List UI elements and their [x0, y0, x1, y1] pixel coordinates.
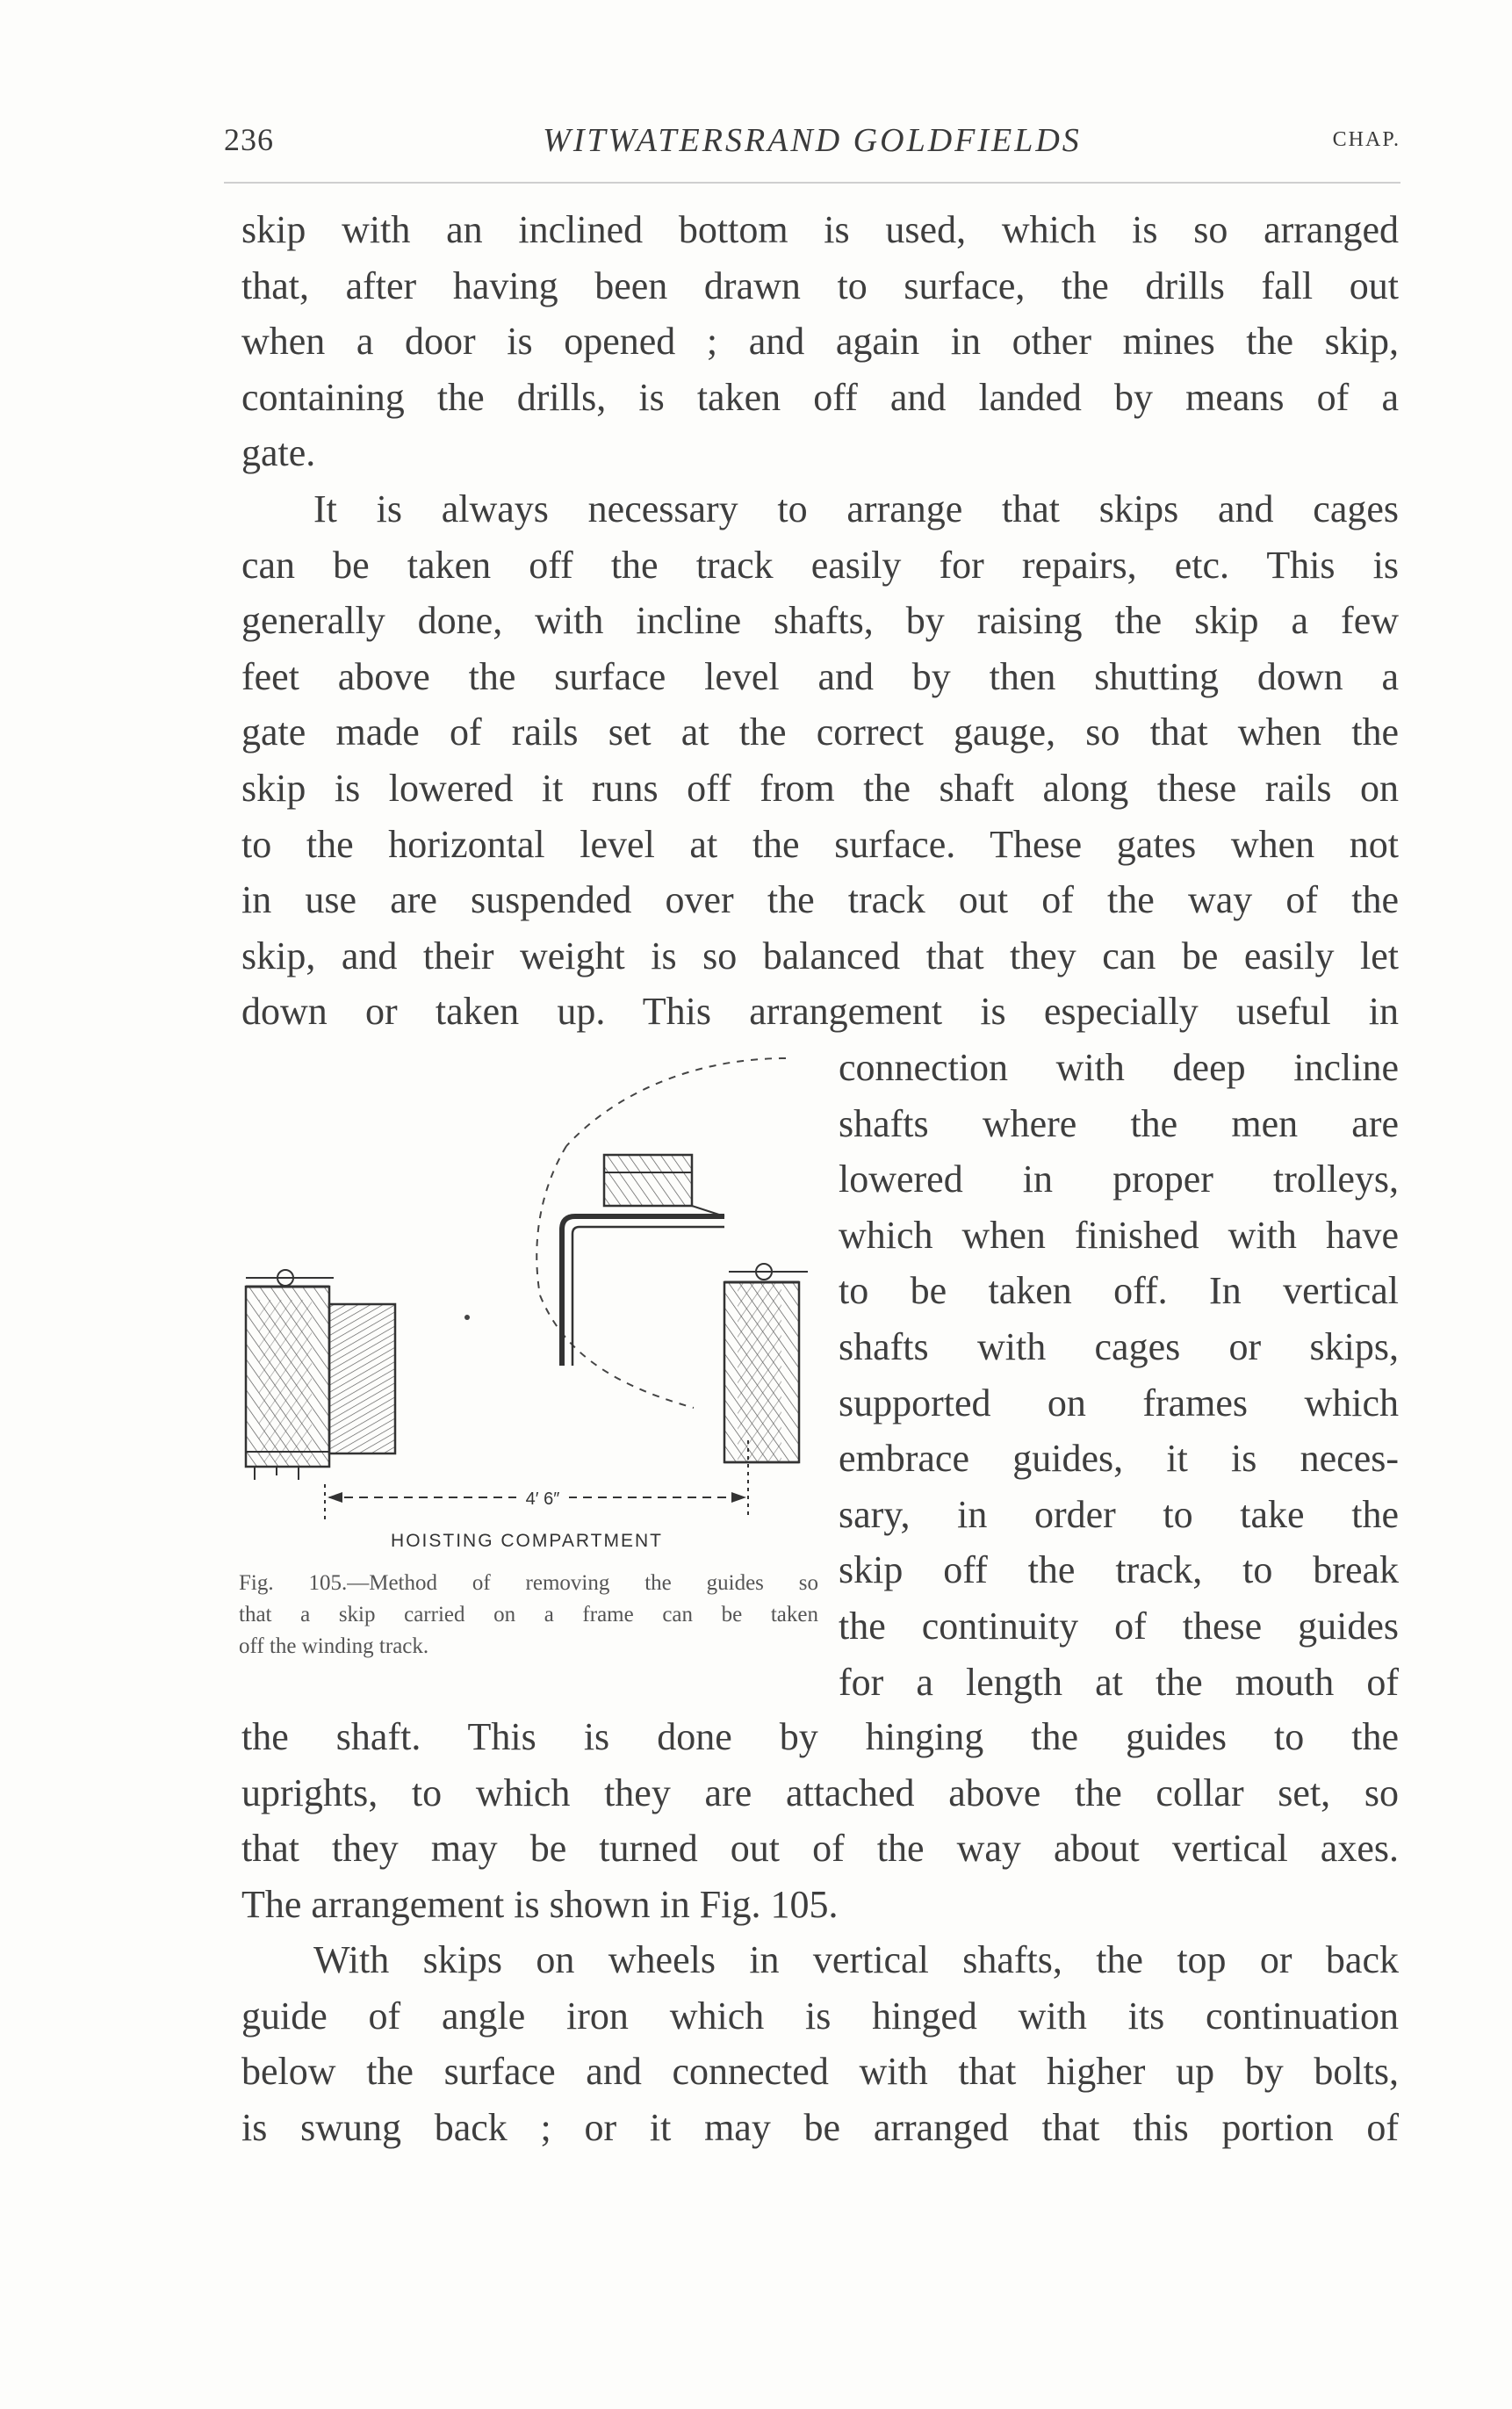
text-line: below the surface and connected with that higher up by bolts, — [241, 2050, 1399, 2094]
text-line: lowered in proper trolleys, — [839, 1158, 1399, 1201]
text-line: skip with an inclined bottom is used, which is so arranged — [241, 208, 1399, 251]
text-line: containing the drills, is taken off and landed by means of a — [241, 375, 1399, 419]
text-line: which when finished with have — [839, 1213, 1399, 1257]
running-header — [224, 121, 1400, 165]
caption-line: Fig. 105.—Method of removing the guides so — [239, 1571, 818, 1595]
chapter-label: CHAP. — [1332, 128, 1400, 151]
text-line: sary, in order to take the — [839, 1492, 1399, 1536]
text-line: shafts with cages or skips, — [839, 1324, 1399, 1368]
text-line: to be taken off. In vertical — [839, 1269, 1399, 1313]
text-line: when a door is opened ; and again in other mines the skip, — [241, 320, 1399, 364]
caption-line: that a skip carried on a frame can be taken — [239, 1603, 818, 1626]
text-line: It is always necessary to arrange that skips and cages — [313, 487, 1399, 530]
text-line: to the horizontal level at the surface. These gates when not — [241, 822, 1399, 866]
angle-iron-bracket — [562, 1216, 724, 1366]
paragraph-1 — [241, 202, 1399, 481]
text-line: the continuity of these guides — [839, 1604, 1399, 1648]
figure-caption — [239, 1568, 818, 1662]
figure-105-diagram — [237, 1041, 834, 1568]
text-line: is swung back ; or it may be arranged that this portion of — [241, 2105, 1399, 2149]
text-line: for a length at the mouth of — [839, 1660, 1399, 1704]
text-line: that they may be turned out of the way about vertical axes. — [241, 1827, 1399, 1871]
text-line: skip, and their weight is so balanced that they can be easily let — [241, 934, 1399, 977]
paragraph-3 — [241, 1932, 1399, 2155]
text-line: the shaft. This is done by hinging the guides to the — [241, 1715, 1399, 1758]
paragraph-2 — [241, 481, 1399, 1040]
text-line: guide of angle iron which is hinged with its continuation — [241, 1994, 1399, 2038]
swing-arc-top — [566, 1058, 786, 1146]
text-line: gate made of rails set at the correct gauge, so that when the — [241, 710, 1399, 754]
page-number: 236 — [224, 122, 274, 157]
text-line: The arrangement is shown in Fig. 105. — [241, 1882, 839, 1926]
text-line: in use are suspended over the track out of the way of the — [241, 878, 1399, 922]
text-line: down or taken up. This arrangement is especially useful in — [241, 990, 1399, 1034]
header-rule — [224, 182, 1400, 184]
text-line: skip off the track, to break — [839, 1548, 1399, 1592]
running-title: WITWATERSRAND GOLDFIELDS — [543, 122, 1082, 159]
text-line: connection with deep incline — [839, 1046, 1399, 1089]
paragraph-2-tail — [241, 1709, 1399, 1932]
text-line: gate. — [241, 431, 316, 475]
caption-line: off the winding track. — [239, 1634, 429, 1658]
text-line: supported on frames which — [839, 1381, 1399, 1424]
text-line: uprights, to which they are attached above the collar set, so — [241, 1771, 1399, 1814]
text-line: generally done, with incline shafts, by raising the skip a few — [241, 599, 1399, 643]
text-line: skip is lowered it runs off from the shaft along these rails on — [241, 766, 1399, 810]
text-line: embrace guides, it is neces- — [839, 1437, 1399, 1481]
text-line: feet above the surface level and by then shutting down a — [241, 654, 1399, 698]
text-line: shafts where the men are — [839, 1101, 1399, 1145]
swung-guide-timber — [604, 1155, 692, 1206]
dimension-label: 4′ 6″ — [525, 1489, 560, 1509]
text-line: With skips on wheels in vertical shafts, the top or back — [313, 1938, 1399, 1981]
wrapped-text — [839, 1040, 1399, 1710]
text-line: can be taken off the track easily for repairs, etc. This is — [241, 543, 1399, 587]
left-guide-iron — [329, 1304, 395, 1453]
text-line: that, after having been drawn to surface, the drills fall out — [241, 263, 1399, 307]
compartment-label: HOISTING COMPARTMENT — [391, 1531, 663, 1551]
